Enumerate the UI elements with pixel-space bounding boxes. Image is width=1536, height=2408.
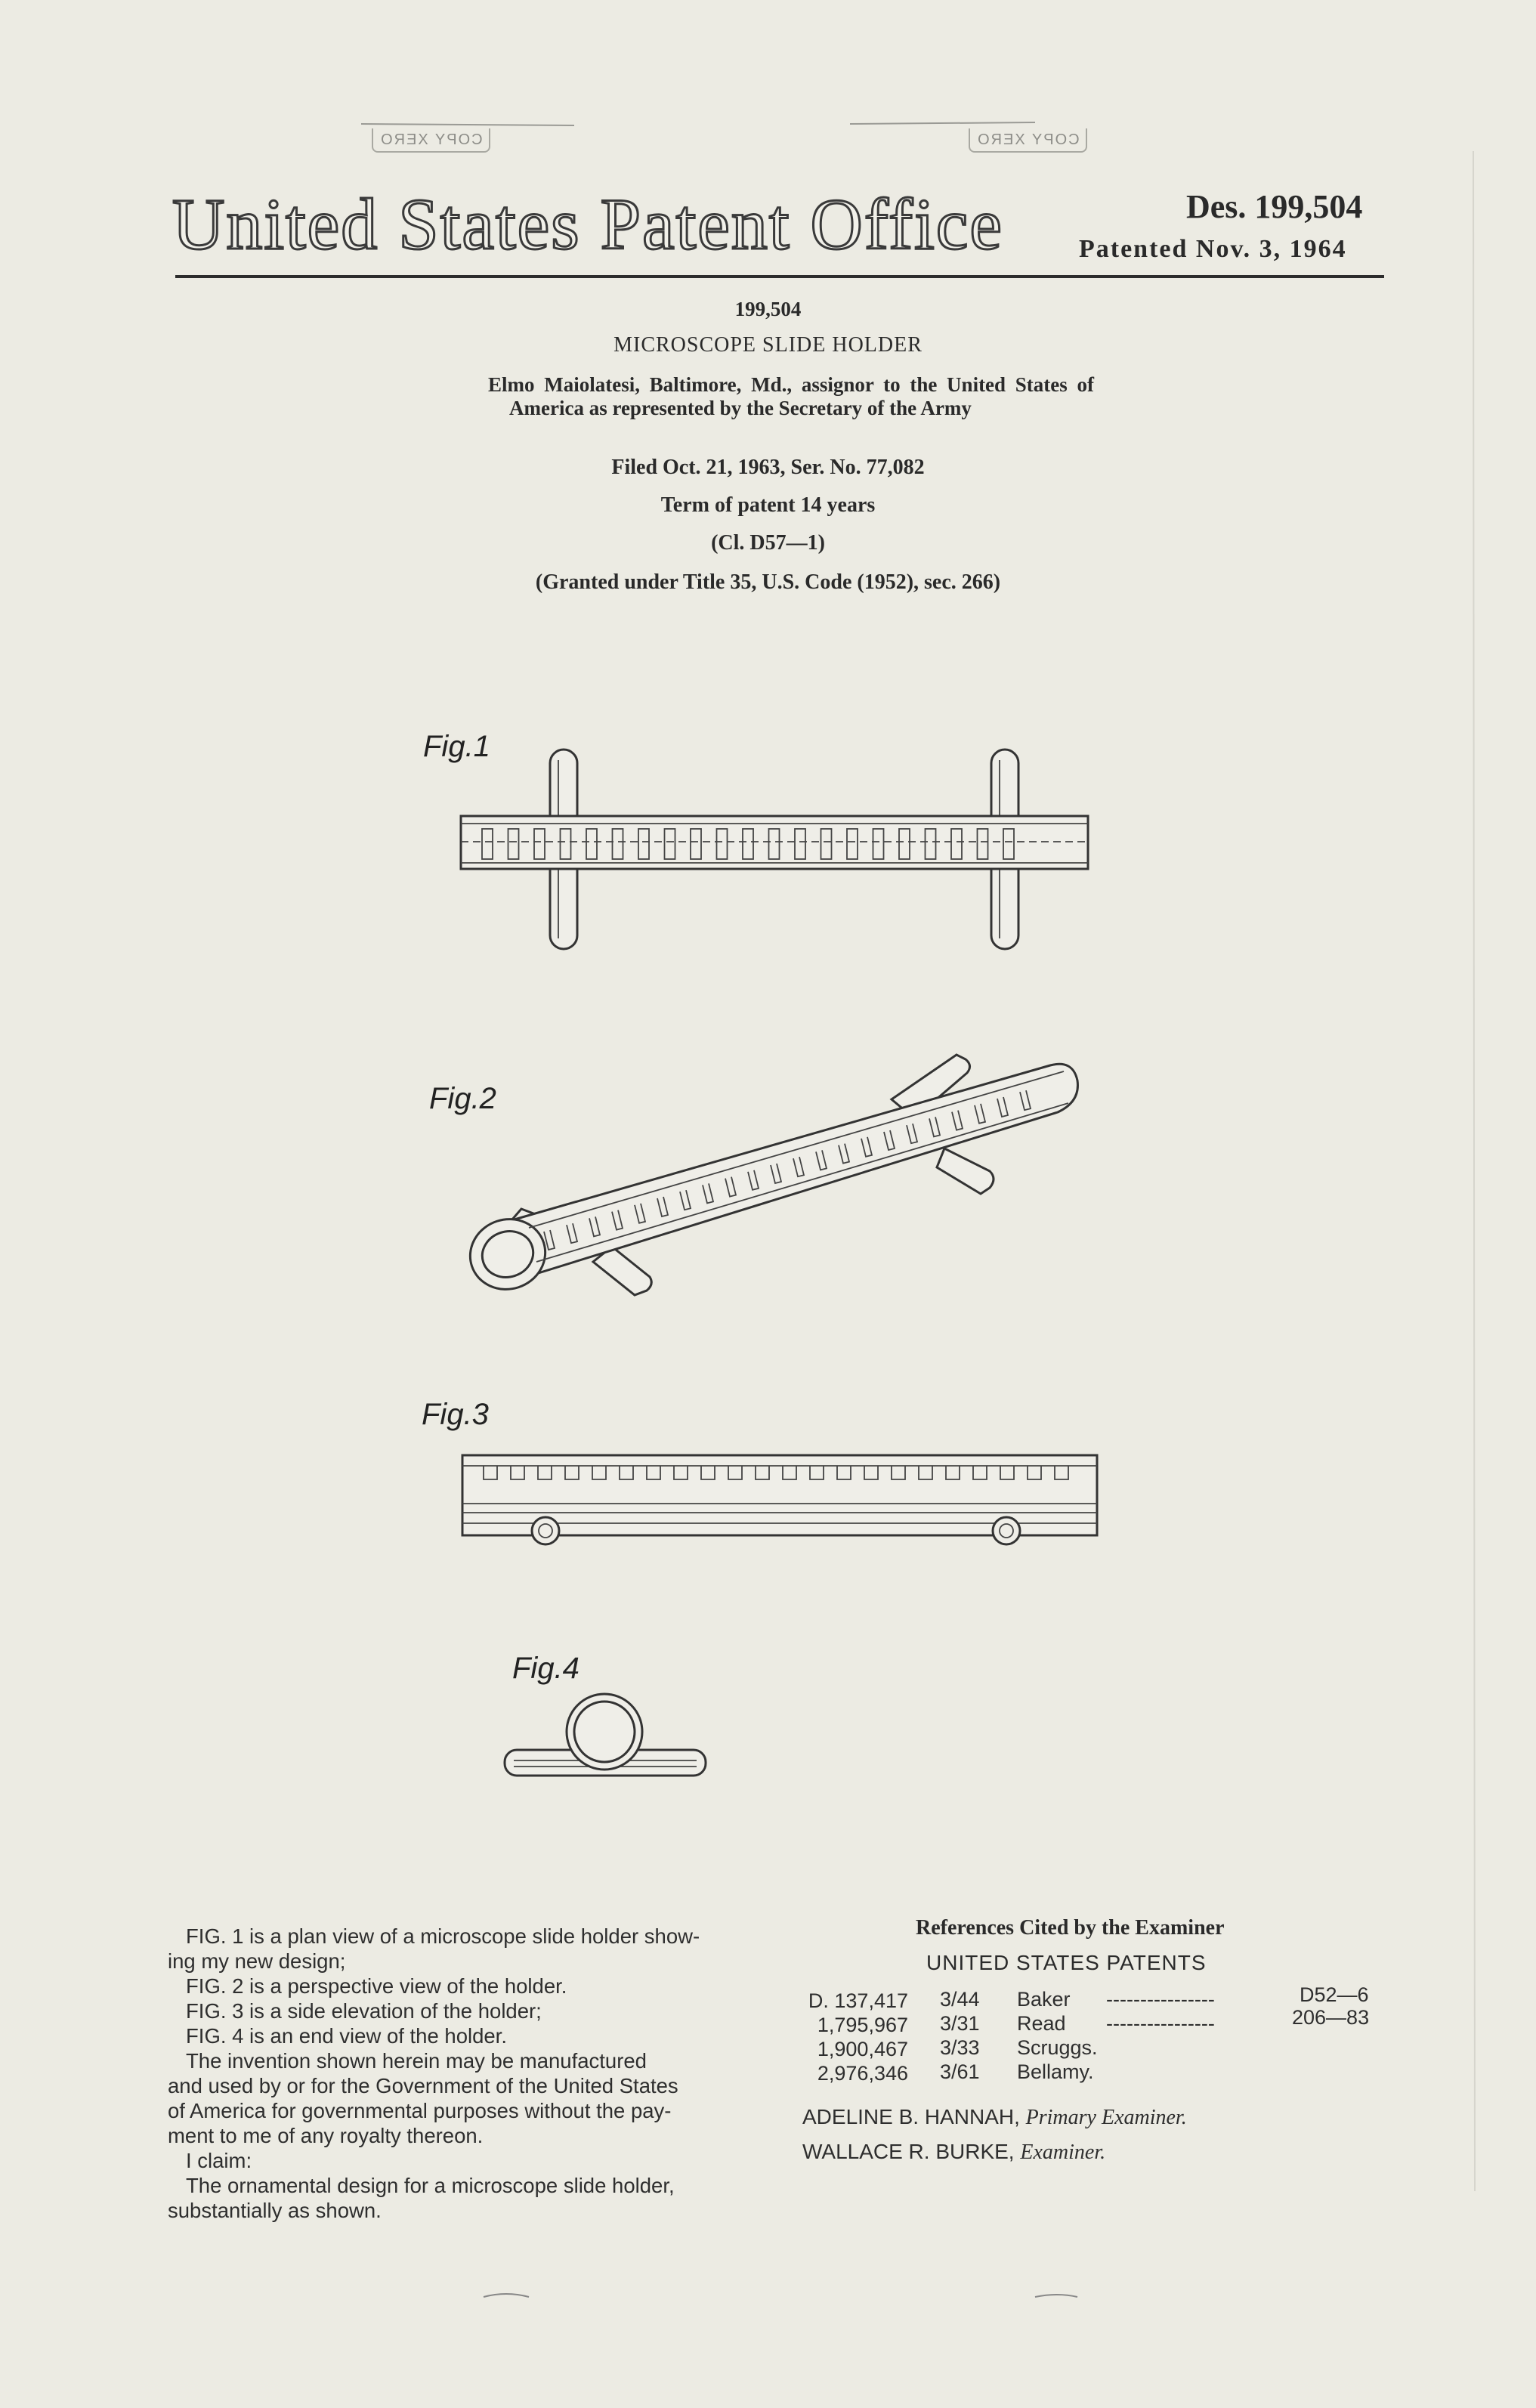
description-line: The invention shown herein may be manufactured bbox=[186, 2049, 647, 2073]
description-line: The ornamental design for a microscope slide holder, bbox=[186, 2174, 675, 2197]
fig4-label: Fig.4 bbox=[512, 1652, 579, 1685]
fig2-perspective-view bbox=[446, 1035, 1126, 1307]
description-line: of America for governmental purposes without the pay- bbox=[168, 2099, 672, 2122]
reference-number: 1,795,967 bbox=[817, 2014, 908, 2036]
reference-name: Bellamy. bbox=[1017, 2060, 1094, 2083]
fig3-label: Fig.3 bbox=[422, 1398, 489, 1431]
patent-term: Term of patent 14 years bbox=[660, 493, 876, 517]
reference-dashes: ---------------- bbox=[1106, 2012, 1215, 2035]
primary-examiner bbox=[802, 2105, 1187, 2130]
fig3-side-elevation bbox=[453, 1440, 1103, 1561]
reference-class: 206—83 bbox=[1292, 2006, 1370, 2029]
reference-name: Baker bbox=[1017, 1988, 1071, 2011]
patented-date: Patented Nov. 3, 1964 bbox=[1079, 235, 1347, 263]
description-line: FIG. 1 is a plan view of a microscope slide holder show- bbox=[186, 1924, 700, 1948]
description-line: and used by or for the Government of the United States bbox=[168, 2074, 678, 2097]
description-line: FIG. 3 is a side elevation of the holder; bbox=[186, 1999, 542, 2023]
reference-number: 2,976,346 bbox=[817, 2062, 908, 2085]
grant-statute: (Granted under Title 35, U.S. Code (1952), sec. 266) bbox=[535, 570, 1001, 594]
reference-dashes: ---------------- bbox=[1106, 1988, 1215, 2011]
description-line: ing my new design; bbox=[168, 1949, 346, 1973]
patent-number: 199,504 bbox=[734, 298, 802, 320]
references-heading: References Cited by the Examiner bbox=[916, 1916, 1225, 1940]
description-line: ment to me of any royalty thereon. bbox=[168, 2124, 484, 2147]
reference-date: 3/44 bbox=[940, 1988, 980, 2011]
fig1-plan-view bbox=[446, 733, 1111, 960]
reference-number: 1,900,467 bbox=[817, 2038, 908, 2060]
design-patent-number: Des. 199,504 bbox=[1186, 188, 1363, 225]
reference-name: Scruggs. bbox=[1017, 2036, 1098, 2059]
copy-stamp-right bbox=[969, 128, 1087, 153]
reference-date: 3/31 bbox=[940, 2012, 980, 2035]
fig4-end-view bbox=[499, 1688, 718, 1786]
fig2-label: Fig.2 bbox=[429, 1082, 496, 1115]
reference-date: 3/61 bbox=[940, 2060, 980, 2083]
references-subheading: UNITED STATES PATENTS bbox=[926, 1951, 1207, 1974]
classification: (Cl. D57—1) bbox=[711, 531, 825, 555]
reference-class: D52—6 bbox=[1300, 1983, 1369, 2006]
stamp-text: COPY XERO bbox=[976, 131, 1080, 148]
examiner bbox=[802, 2140, 1105, 2165]
invention-title: MICROSCOPE SLIDE HOLDER bbox=[613, 333, 923, 357]
reference-date: 3/33 bbox=[940, 2036, 980, 2059]
primary-examiner-name: ADELINE B. HANNAH, bbox=[802, 2105, 1020, 2128]
inventor-assignment: Elmo Maiolatesi, Baltimore, Md., assignor to the United States of America as represented by the Secretary of the Army bbox=[488, 373, 1094, 419]
description-line: I claim: bbox=[186, 2149, 252, 2172]
filing-info: Filed Oct. 21, 1963, Ser. No. 77,082 bbox=[611, 456, 925, 479]
office-title: United States Patent Office bbox=[172, 184, 1003, 264]
primary-examiner-title: Primary Examiner. bbox=[1025, 2106, 1187, 2129]
reference-number: D. 137,417 bbox=[808, 1989, 908, 2012]
description-line: substantially as shown. bbox=[168, 2199, 382, 2222]
examiner-name: WALLACE R. BURKE, bbox=[802, 2140, 1015, 2163]
description-line: FIG. 2 is a perspective view of the holder. bbox=[186, 1974, 567, 1998]
stamp-text: COPY XERO bbox=[379, 131, 483, 148]
reference-name: Read bbox=[1017, 2012, 1066, 2035]
description-line: FIG. 4 is an end view of the holder. bbox=[186, 2024, 507, 2048]
examiner-title: Examiner. bbox=[1020, 2141, 1106, 2164]
header-rule bbox=[175, 275, 1384, 278]
fig1-label: Fig.1 bbox=[423, 730, 490, 763]
copy-stamp-left bbox=[372, 128, 490, 153]
